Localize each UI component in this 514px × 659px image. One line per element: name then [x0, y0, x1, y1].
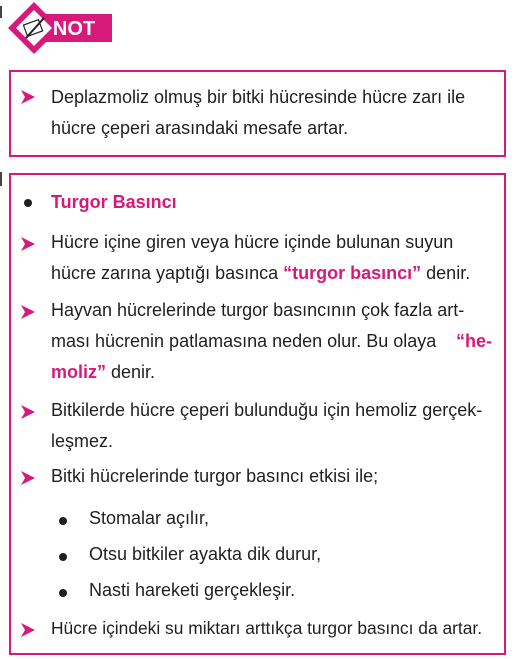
note-box — [9, 70, 506, 157]
margin-mark — [0, 172, 2, 186]
paragraph-line: Hücre içine giren veya hücre içinde bulunan suyun — [51, 232, 454, 252]
term-hemoliz: “he- — [456, 331, 492, 351]
sub-item: Stomalar açılır, — [89, 508, 210, 528]
paragraph-line: moliz” denir. — [51, 362, 156, 382]
note-badge — [6, 0, 116, 56]
term-hemoliz: moliz” — [51, 362, 107, 382]
note-line: hücre çeperi arasındaki mesafe artar. — [51, 118, 349, 138]
paragraph-line: Hayvan hücrelerinde turgor basıncının çok fazla art- — [51, 300, 465, 320]
margin-mark — [0, 6, 2, 18]
heading-bullet — [24, 199, 32, 207]
sub-item: Nasti hareketi gerçekleşir. — [89, 580, 296, 600]
sub-item: Otsu bitkiler ayakta dik durur, — [89, 544, 322, 564]
paragraph-line: hücre zarına yaptığı basınca “turgor basıncı” denir. — [51, 263, 471, 283]
term-turgor: “turgor basıncı” — [283, 263, 422, 283]
arrow-bullet-icon — [21, 623, 35, 637]
badge-label: NOT — [52, 18, 96, 40]
section-heading: Turgor Basıncı — [51, 192, 177, 212]
paragraph-line: Hücre içindeki su miktarı arttıkça turgor basıncı da artar. — [51, 618, 483, 638]
paragraph-line: Bitki hücrelerinde turgor basıncı etkisi ile; — [51, 466, 379, 486]
arrow-bullet-icon — [21, 90, 35, 104]
sub-bullet — [59, 553, 67, 561]
sub-bullet — [59, 517, 67, 525]
paragraph-line: Bitkilerde hücre çeperi bulunduğu için hemoliz gerçek- — [51, 400, 483, 420]
arrow-bullet-icon — [21, 471, 35, 485]
arrow-bullet-icon — [21, 305, 35, 319]
turgor-section-box — [9, 173, 506, 655]
sub-bullet — [59, 589, 67, 597]
arrow-bullet-icon — [21, 237, 35, 251]
paragraph-line: leşmez. — [51, 431, 114, 451]
arrow-bullet-icon — [21, 405, 35, 419]
note-line: Deplazmoliz olmuş bir bitki hücresinde hücre zarı ile — [51, 87, 466, 107]
paragraph-line: ması hücrenin patlamasına neden olur. Bu olaya “he- — [51, 326, 492, 357]
